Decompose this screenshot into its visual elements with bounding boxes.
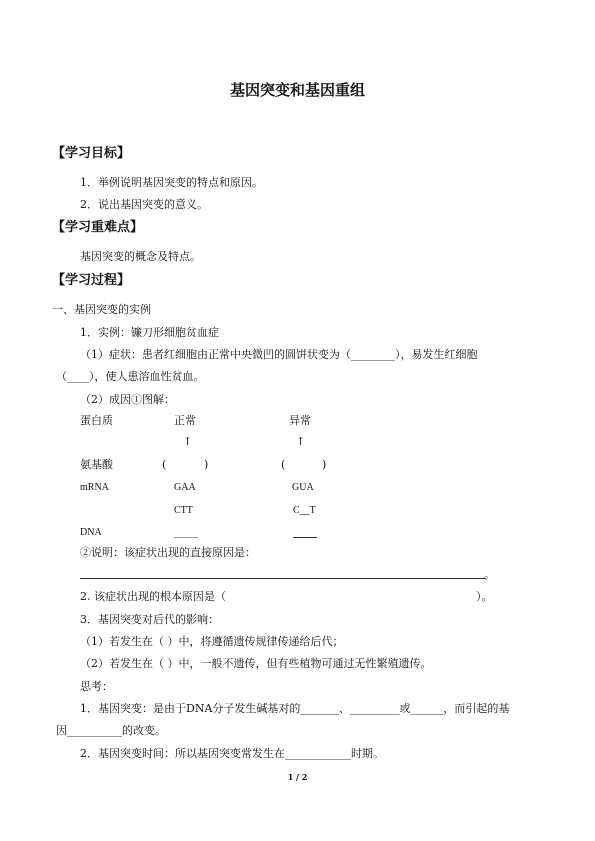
explain-blank-line — [80, 578, 486, 579]
root-cause-text: 2. 该症状出现的根本原因是（ — [80, 590, 226, 603]
dna-blank-normal — [174, 537, 198, 538]
dna-blank-abnormal — [293, 537, 317, 538]
page-title: 基因突变和基因重组 — [229, 81, 365, 99]
dna-normal-strand: CTT — [174, 505, 193, 516]
diagram-abnormal-label: 异常 — [289, 414, 311, 427]
mrna-normal: GAA — [174, 482, 196, 493]
paren-open: ( — [281, 458, 286, 471]
effect-title: 3．基因突变对后代的影响： — [80, 613, 219, 626]
page-number: 1 / 2 — [287, 772, 308, 782]
goal-item: 1．举例说明基因突变的特点和原因。 — [80, 176, 263, 189]
root-cause-end: ）。 — [476, 590, 493, 603]
mrna-abnormal: GUA — [292, 482, 314, 493]
question-1-line-2: 因__________的改变。 — [56, 724, 166, 737]
section-heading-process: 【学习过程】 — [52, 273, 131, 288]
symptom-line-1: （1）症状：患者红细胞由正常中央微凹的圆饼状变为（________），易发生红细胞 — [80, 348, 478, 361]
symptom-line-2: （____），使人患溶血性贫血。 — [56, 370, 205, 383]
diagram-normal-label: 正常 — [174, 414, 196, 427]
explain-text: ②说明：该症状出现的直接原因是： — [80, 546, 256, 559]
question-2: 2．基因突变时间：所以基因突变常发生在____________时期。 — [80, 747, 384, 760]
think-label: 思考： — [80, 680, 113, 693]
up-arrow-icon: ↑ — [183, 435, 193, 448]
effect-item-1: （1）若发生在（ ）中，将遵循遗传规律传递给后代； — [80, 635, 344, 648]
part-title: 一、基因突变的实例 — [52, 303, 151, 316]
paren-close: ) — [204, 458, 209, 471]
effect-item-2: （2）若发生在（ ）中，一般不遗传，但有些植物可通过无性繁殖遗传。 — [80, 657, 432, 670]
up-arrow-icon: ↑ — [296, 435, 306, 448]
cause-text: （2）成因①图解： — [80, 393, 175, 406]
diagram-protein-label: 蛋白质 — [80, 414, 113, 427]
explain-end: 。 — [484, 568, 495, 581]
section-heading-keypoints: 【学习重难点】 — [52, 220, 144, 235]
section-heading-goals: 【学习目标】 — [52, 146, 131, 161]
dna-abnormal-strand: C__T — [293, 505, 316, 516]
goal-item: 2．说出基因突变的意义。 — [80, 198, 208, 211]
diagram-mrna-label: mRNA — [80, 482, 109, 493]
diagram-dna-label: DNA — [80, 527, 102, 538]
diagram-amino-label: 氨基酸 — [80, 458, 113, 471]
example-text: 1．实例：镰刀形细胞贫血症 — [80, 326, 219, 339]
question-1-line-1: 1．基因突变：是由于DNA分子发生碱基对的_______、_________或______，而引起的基 — [80, 702, 510, 715]
paren-open: ( — [162, 458, 167, 471]
keypoints-text: 基因突变的概念及特点。 — [80, 250, 201, 263]
paren-close: ) — [322, 458, 327, 471]
